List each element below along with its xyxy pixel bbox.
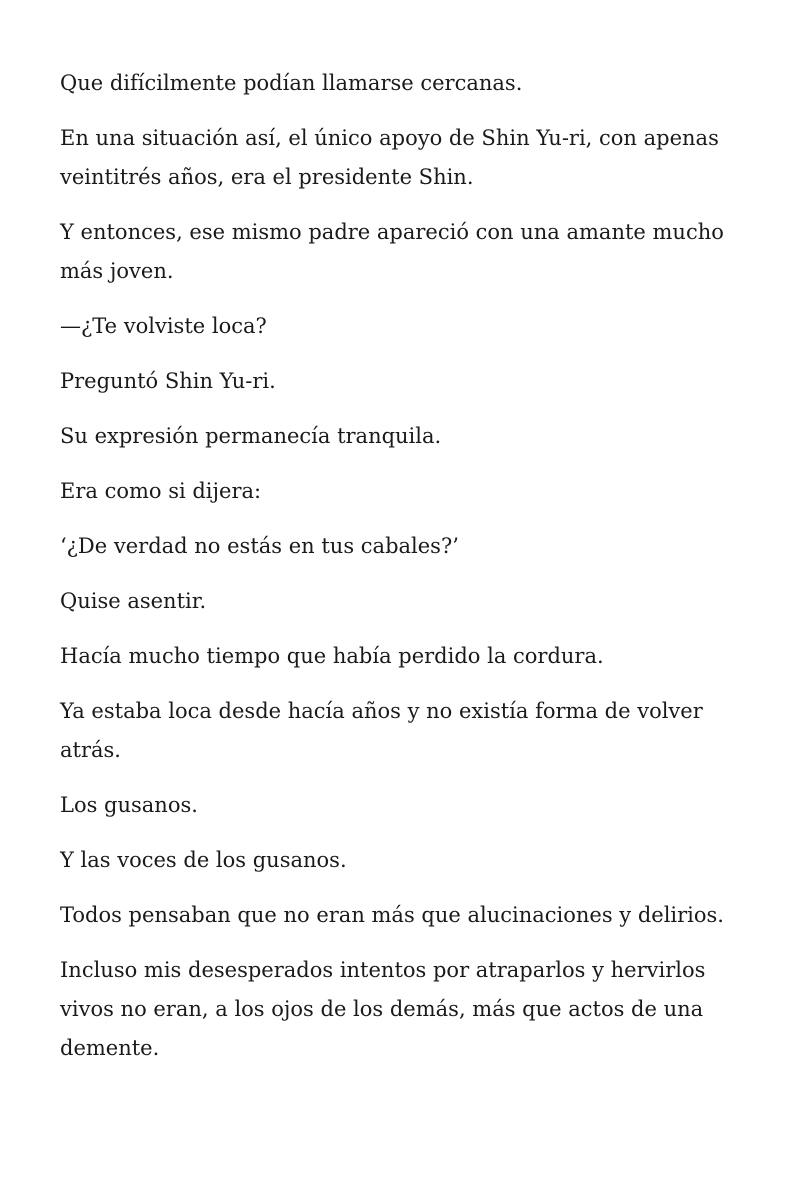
paragraph: Quise asentir.	[60, 589, 207, 613]
paragraph: Los gusanos.	[60, 793, 198, 817]
paragraph: ‘¿De verdad no estás en tus cabales?’	[60, 534, 459, 558]
paragraph: Su expresión permanecía tranquila.	[60, 424, 442, 448]
paragraph: Ya estaba loca desde hacía años y no existía forma de volver atrás.	[60, 699, 703, 762]
reading-page	[60, 64, 750, 1084]
paragraph: Y las voces de los gusanos.	[60, 848, 347, 872]
paragraph: —¿Te volviste loca?	[60, 314, 267, 338]
paragraph: Preguntó Shin Yu-ri.	[60, 369, 276, 393]
paragraph: Era como si dijera:	[60, 479, 262, 503]
paragraph: Y entonces, ese mismo padre apareció con una amante mucho más joven.	[60, 220, 724, 283]
paragraph: Todos pensaban que no eran más que alucinaciones y delirios.	[60, 903, 724, 927]
paragraph: En una situación así, el único apoyo de Shin Yu-ri, con apenas veintitrés años, era el presidente Shin.	[60, 126, 719, 189]
paragraph: Hacía mucho tiempo que había perdido la cordura.	[60, 644, 604, 668]
paragraph: Que difícilmente podían llamarse cercanas.	[60, 71, 523, 95]
paragraph: Incluso mis desesperados intentos por atraparlos y hervirlos vivos no eran, a los ojos de los demás, más que actos de una demente.	[60, 958, 706, 1060]
